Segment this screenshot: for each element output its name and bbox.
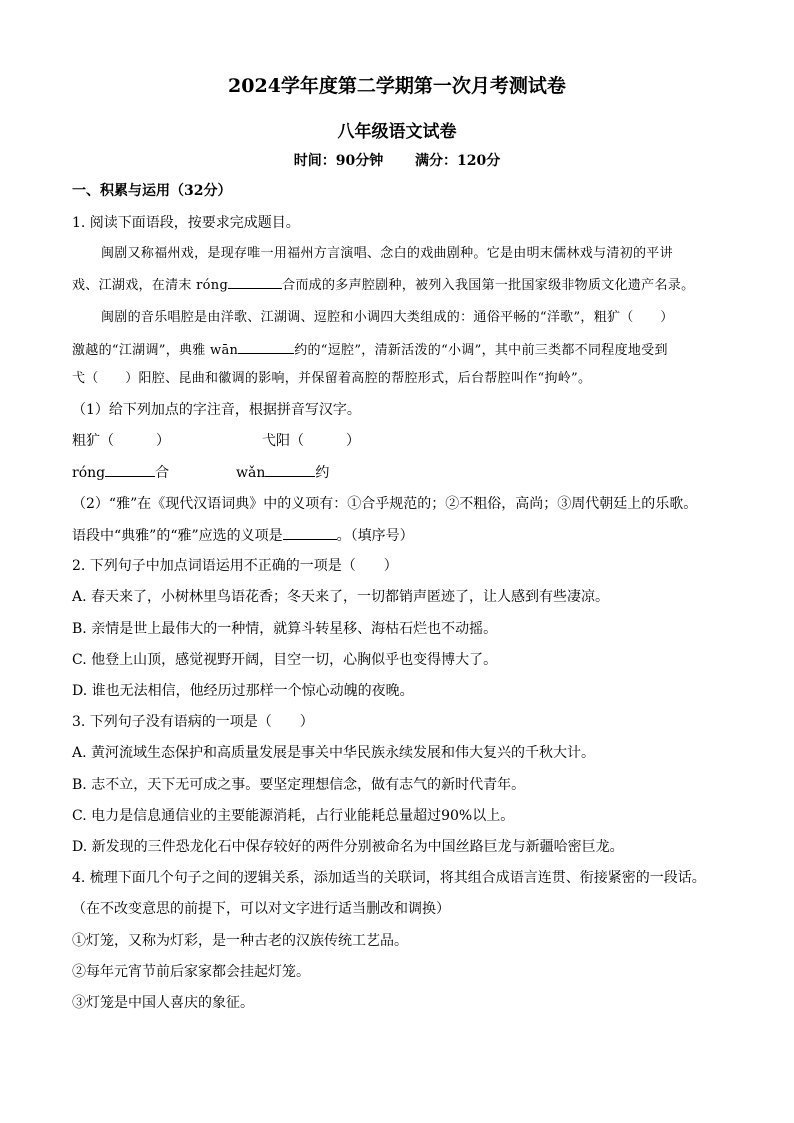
fill-blank[interactable] <box>238 339 294 354</box>
q4-sentence-2: ②每年元宵节前后家家都会挂起灯笼。 <box>72 964 310 980</box>
q2-stem: 2. 下列句子中加点词语运用不正确的一项是（ ） <box>72 558 398 574</box>
q3-option-a: A. 黄河流域生态保护和高质量发展是事关中华民族永续发展和伟大复兴的千秋大计。 <box>72 745 596 761</box>
q4-stem: 4. 梳理下面几个句子之间的逻辑关系，添加适当的关联词，将其组合成语言连贯、衔接紧密的一段话。 <box>72 870 706 886</box>
q1-sub1: （1）给下列加点的字注音，根据拼音写汉字。 <box>72 402 361 418</box>
q1-item-d: wǎn 约 <box>236 462 329 483</box>
fill-blank[interactable] <box>105 462 155 477</box>
exam-info <box>0 150 794 170</box>
section-heading: 一、积累与运用（32分） <box>72 183 232 199</box>
q1-passage-line: 闽剧又称福州戏，是现存唯一用福州方言演唱、念白的戏曲剧种。它是由明末儒林戏与清初的平讲 <box>101 246 673 261</box>
q1-item-b: 弋阳（ ） <box>262 433 360 449</box>
q1-sub2: （2）“雅”在《现代汉语词典》中的义项有：①合乎规范的；②不粗俗，高尚；③周代朝廷上的乐歌。 <box>72 496 698 512</box>
fill-blank[interactable] <box>283 525 337 540</box>
q1-passage-line: 戏、江湖戏，在清末 róng 合而成的多声腔剧种，被列入我国第一批国家级非物质文化遗产名录。 <box>72 274 694 296</box>
score-label: 满分：120分 <box>415 153 501 169</box>
q3-stem: 3. 下列句子没有语病的一项是（ ） <box>72 714 314 730</box>
q1-passage-line: 闽剧的音乐唱腔是由洋歌、江湖调、逗腔和小调四大类组成的：通俗平畅的“洋歌”，粗犷（ ） <box>101 310 674 325</box>
q1-item-a: 粗犷（ ） <box>72 433 170 449</box>
q4-sentence-3: ③灯笼是中国人喜庆的象征。 <box>72 995 254 1011</box>
time-label: 时间：90分钟 <box>293 153 384 169</box>
fill-blank[interactable] <box>228 274 282 289</box>
q2-option-c: C. 他登上山顶，感觉视野开阔，目空一切，心胸似乎也变得博大了。 <box>72 652 498 668</box>
q3-option-d: D. 新发现的三件恐龙化石中保存较好的两件分别被命名为中国丝路巨龙与新疆哈密巨龙。 <box>72 839 624 855</box>
q1-passage-line: 激越的“江湖调”，典雅 wān 约的“逗腔”，清新活泼的“小调”，其中前三类都不同程度地受到 <box>72 339 668 361</box>
q1-sub2-answer: 语段中“典雅”的“雅”应选的义项是 。（填序号） <box>72 525 414 546</box>
q1-item-c: róng 合 <box>72 462 169 483</box>
exam-title: 2024学年度第二学期第一次月考测试卷 <box>228 75 566 97</box>
q2-option-d: D. 谁也无法相信，他经历过那样一个惊心动魄的夜晚。 <box>72 683 414 699</box>
q2-option-b: B. 亲情是世上最伟大的一种情，就算斗转星移、海枯石烂也不动摇。 <box>72 621 498 637</box>
q1-stem: 1. 阅读下面语段，按要求完成题目。 <box>72 215 300 231</box>
fill-blank[interactable] <box>265 462 315 477</box>
exam-subtitle: 八年级语文试卷 <box>337 122 457 142</box>
q4-note: （在不改变意思的前提下，可以对文字进行适当删改和调换） <box>72 901 450 917</box>
q2-option-a: A. 春天来了，小树林里鸟语花香；冬天来了，一切都销声匿迹了，让人感到有些凄凉。 <box>72 589 610 605</box>
q3-option-b: B. 志不立，天下无可成之事。要坚定理想信念，做有志气的新时代青年。 <box>72 777 526 793</box>
q3-option-c: C. 电力是信息通信业的主要能源消耗，占行业能耗总量超过90%以上。 <box>72 808 515 824</box>
q4-sentence-1: ①灯笼，又称为灯彩，是一种古老的汉族传统工艺品。 <box>72 933 408 949</box>
q1-passage-line: 弋（ ）阳腔、昆曲和徽调的影响，并保留着高腔的帮腔形式，后台帮腔叫作“拘岭”。 <box>72 371 592 386</box>
